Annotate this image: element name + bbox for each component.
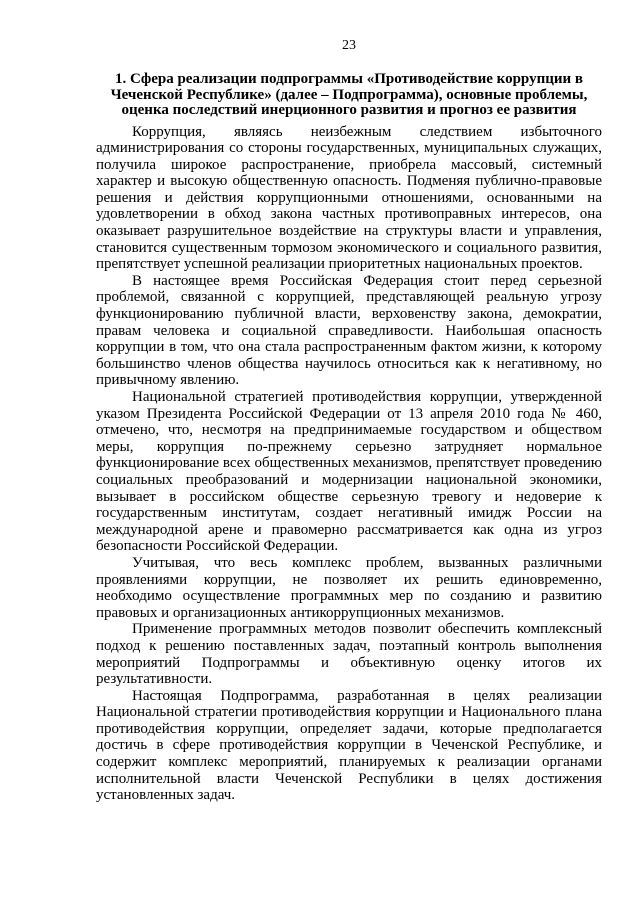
body-text: [96, 124, 602, 804]
paragraph: Коррупция, являясь неизбежным следствием избыточного администрирования со стороны государственных, муниципальных служащих, получила широкое распространение, приобрела массовый, системный характер и высокую общественную опасность. Подменяя публично-правовые решения и действия коррупционными отношениями, основанными на удовлетворении в обход закона частных противоправных интересов, она оказывает разрушительное воздействие на структуры власти и управления, становится существенным тормозом экономического и социального развития, препятствует успешной реализации приоритетных национальных проектов.: [96, 123, 602, 273]
paragraph: Национальной стратегией противодействия коррупции, утвержденной указом Президента Российской Федерации от 13 апреля 2010 года № 460, отмечено, что, несмотря на предпринимаемые государством и обществом меры, коррупция по-прежнему серьезно затрудняет нормальное функционирование всех общественных механизмов, препятствует проведению социальных преобразований и модернизации национальной экономики, вызывает в российском обществе серьезную тревогу и недоверие к государственным институтам, создает негативный имидж России на международной арене и правомерно рассматривается как одна из угроз безопасности Российской Федерации.: [96, 389, 602, 555]
paragraph: Настоящая Подпрограмма, разработанная в целях реализации Национальной стратегии противодействия коррупции и Национального плана противодействия коррупции, определяет задачи, которые предполагается достичь в сфере противодействия коррупции в Чеченской Республике, и содержит комплекс мероприятий, планируемых к реализации органами исполнительной власти Чеченской Республики в целях достижения установленных задач.: [96, 687, 602, 804]
page-number: 23: [342, 38, 356, 53]
paragraph: Применение программных методов позволит обеспечить комплексный подход к решению поставленных задач, поэтапный контроль выполнения мероприятий Подпрограммы и объективную оценку итогов их результативности.: [96, 621, 602, 688]
paragraph: В настоящее время Российская Федерация стоит перед серьезной проблемой, связанной с коррупцией, представляющей реальную угрозу функционированию публичной власти, верховенству закона, демократии, правам человека и социальной справедливости. Наибольшая опасность коррупции в том, что она стала распространенным фактом жизни, к которому большинство членов общества научилось относиться как к негативному, но привычному явлению.: [96, 272, 602, 389]
section-title: 1. Сфера реализации подпрограммы «Противодействие коррупции в Чеченской Республике» (далее – Подпрограмма), основные проблемы, оценка последствий инерционного развития и прогноз ее развития: [110, 71, 588, 118]
paragraph: Учитывая, что весь комплекс проблем, вызванных различными проявлениями коррупции, не позволяет их решить единовременно, необходимо осуществление программных мер по созданию и развитию правовых и организационных антикоррупционных механизмов.: [96, 554, 602, 621]
